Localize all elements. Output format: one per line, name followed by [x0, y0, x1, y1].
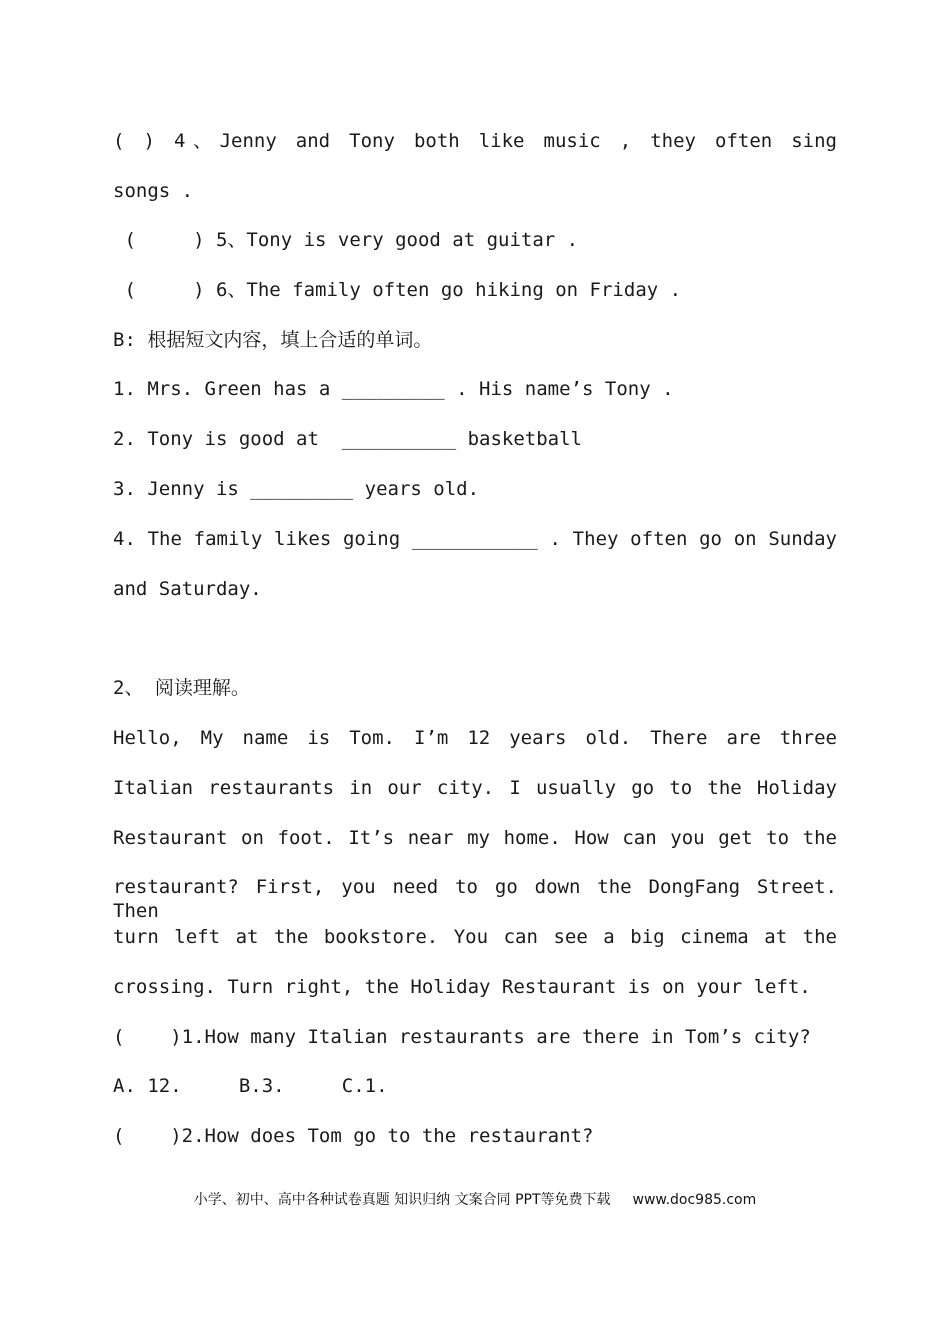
- question-a4-line2: songs .: [113, 180, 194, 202]
- passage-line: Italian restaurants in our city. I usually go to the Holiday: [113, 777, 837, 799]
- question-a5: ( ) 5、Tony is very good at guitar .: [113, 229, 579, 251]
- section-2-heading: 2、 阅读理解。: [113, 677, 250, 699]
- comprehension-question-2: ( )2.How does Tom go to the restaurant?: [113, 1125, 594, 1147]
- part-b-heading: B: 根据短文内容，填上合适的单词。: [113, 329, 433, 351]
- footer-text: 小学、初中、高中各种试卷真题 知识归纳 文案合同 PPT等免费下载: [193, 1192, 611, 1208]
- question-a4-line1: ( ) 4、Jenny and Tony both like music , they often sing: [113, 130, 837, 152]
- footer-site: www.doc985.com: [632, 1192, 757, 1208]
- passage-line: restaurant? First, you need to go down the DongFang Street. Then: [113, 876, 837, 922]
- comprehension-question-1: ( )1.How many Italian restaurants are there in Tom’s city?: [113, 1026, 811, 1048]
- comprehension-question-1-options: A. 12. B.3. C.1.: [113, 1075, 388, 1097]
- part-b-question-4-line1: 4. The family likes going ___________ . They often go on Sunday: [113, 528, 837, 550]
- page-footer: [0, 1190, 950, 1210]
- part-b-question-1: 1. Mrs. Green has a _________ . His name’s Tony .: [113, 378, 674, 400]
- question-a6: ( ) 6、The family often go hiking on Friday .: [113, 279, 682, 301]
- part-b-question-4-line2: and Saturday.: [113, 578, 262, 600]
- part-b-question-2: 2. Tony is good at __________ basketball: [113, 428, 582, 450]
- part-b-question-3: 3. Jenny is _________ years old.: [113, 478, 480, 500]
- passage-line: Restaurant on foot. It’s near my home. How can you get to the: [113, 827, 837, 849]
- passage-line: crossing. Turn right, the Holiday Restaurant is on your left.: [113, 976, 811, 998]
- passage-line: turn left at the bookstore. You can see a big cinema at the: [113, 926, 837, 948]
- passage-line: Hello, My name is Tom. I’m 12 years old. There are three: [113, 727, 837, 749]
